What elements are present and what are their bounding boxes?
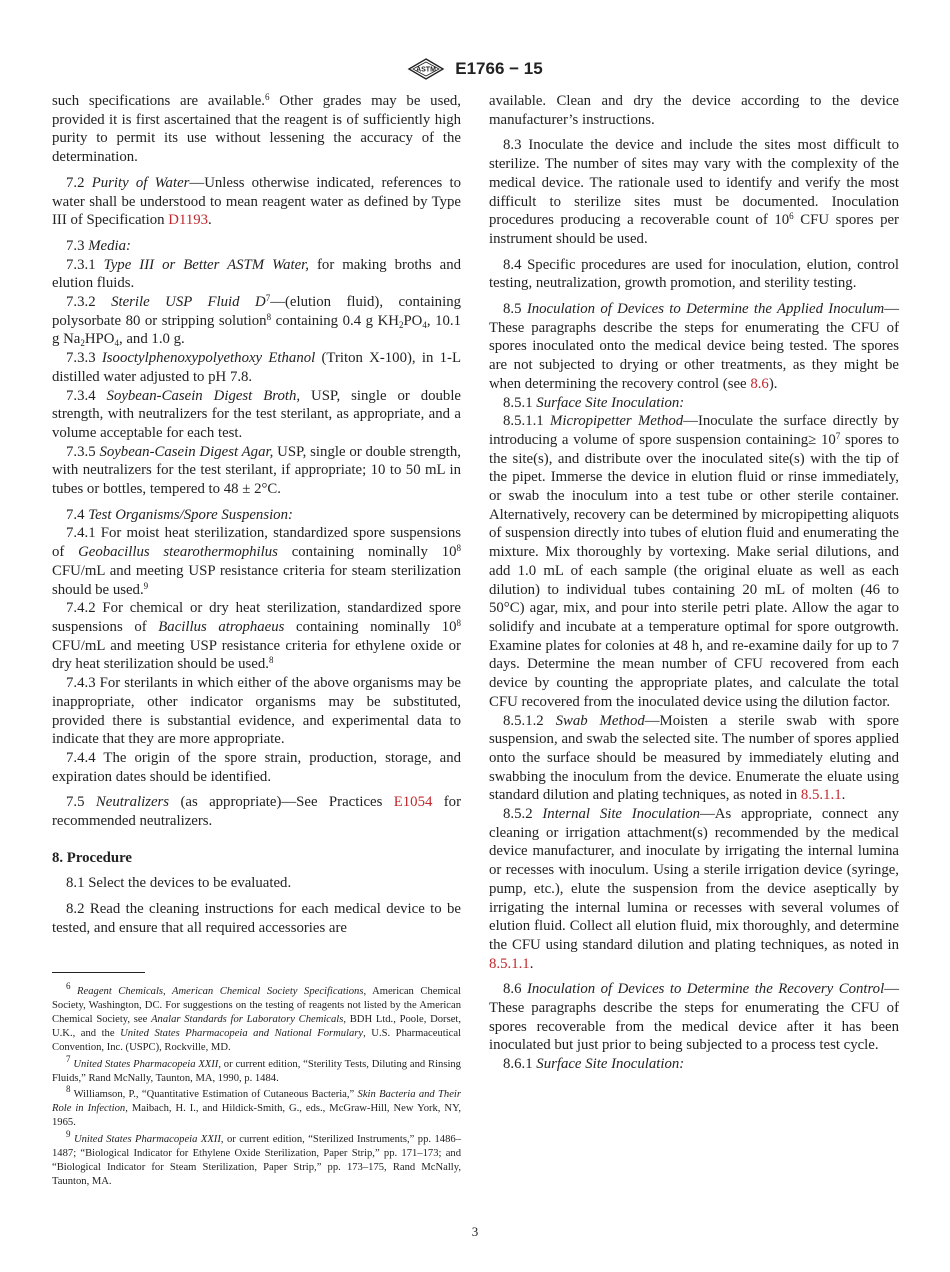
section-8-5-2: 8.5.2 Internal Site Inoculation—As appropriate, connect any cleaning or irrigation attachment(s) recommended by the medical device manufacturer, and inoculate by irrigating the internal lumina or recesses with inoculum. Using a sterile irrigation device (syringe, pump, etc.), elute the suspension from the device aseptically by irrigating the internal lumina or recesses with several volumes of elution fluid. Collect all elution fluid, mix thoroughly, and determine the CFU using standard dilution and plating techniques, as noted in 8.5.1.1. [489, 806, 899, 972]
footnote-divider [52, 972, 145, 973]
document-designation: E1766 − 15 [455, 59, 543, 78]
section-7-4-3: 7.4.3 For sterilants in which either of the above organisms may be inappropriate, other indicator organisms may be substituted, provided there is substantial evidence, and experimental data to indicate that they are more appropriate. [52, 675, 461, 748]
section-7-4-4: 7.4.4 The origin of the spore strain, production, storage, and expiration dates should be identified. [52, 749, 461, 785]
right-column [489, 92, 899, 1074]
section-8-1: 8.1 Select the devices to be evaluated. [66, 875, 292, 892]
section-8-5-1-2: 8.5.1.2 Swab Method—Moisten a sterile swab with spore suspension, and swab the selected site. The number of spores applied onto the surface should be measured by immediately eluting and swabbing the inoculum from the device. Enumerate the eluate using standard dilution and plating techniques, as noted in 8.5.1.1. [489, 712, 899, 804]
section-7-3-2: 7.3.2 Sterile USP Fluid $D^7—(elution$ fluid), containing polysorbate 80 or stripping solution$^8$ containing 0.4 g $KH_2PO_4$, 10.1 g $Na_2HPO_4$, and 1.0 g. [52, 293, 461, 349]
section-8-6: 8.6 Inoculation of Devices to Determine the Recovery Control—These paragraphs describe the steps for enumerating the CFU of spores recoverable from the medical device after it has been inoculated but just prior to being subjected to a process test cycle. [489, 981, 899, 1054]
section-8-5-1: 8.5.1 Surface Site Inoculation: [503, 394, 685, 411]
section-8-4: 8.4 Specific procedures are used for inoculation, elution, control testing, neutralization, growth promotion, and sterility testing. [489, 256, 899, 292]
section-7-2: 7.2 Purity of Water—Unless otherwise indicated, references to water shall be understood to mean reagent water as defined by Type III of Specification D1193. [52, 174, 461, 229]
paragraph-continuation-right: available. Clean and dry the device according to the device manufacturer’s instructions. [489, 93, 899, 128]
link-d1193[interactable]: D1193 [168, 212, 209, 229]
section-7-3-5: 7.3.5 Soybean-Casein Digest Agar, USP, single or double strength, with neutralizers for the test sterilant, if appropriate; 10 to 50 mL in tubes or bottles, tempered to 48 ± 2°C. [52, 443, 462, 498]
page-number: 3 [471, 1224, 479, 1239]
link-e1054[interactable]: E1054 [393, 794, 433, 811]
footnote-7: $^7$ United States Pharmacopeia XXII, or current edition, “Sterility Tests, Diluting and Rinsing Fluids,” Rand McNally, Taunton, MA, 1990, p. 1484. [52, 1053, 461, 1084]
link-8-5-1-1[interactable]: 8.5.1.1 [489, 955, 530, 972]
section-7-3-1: 7.3.1 Type III or Better ASTM Water, for making broths and elution fluids. [52, 256, 461, 292]
paragraph-continuation: such specifications are available.$^6$ Other grades may be used, provided it is first ascertained that the reagent is of sufficiently high purity to permit its use without lessening the accuracy of the determination. [52, 92, 461, 166]
svg-text:ASTM: ASTM [416, 66, 437, 74]
section-8-2: 8.2 Read the cleaning instructions for each medical device to be tested, and ensure that all required accessories are [52, 901, 461, 936]
section-7-3: 7.3 Media: [66, 237, 131, 254]
section-7-4: 7.4 Test Organisms/Spore Suspension: [66, 506, 293, 523]
section-8-5: 8.5 Inoculation of Devices to Determine the Applied Inoculum—These paragraphs describe the steps for enumerating the CFU of spores inoculated onto the medical device being tested. The spores are not subjected to drying or other treatments, as they might be when determining the recovery control (see 8.6). [489, 301, 899, 392]
section-8-5-1-1: 8.5.1.1 Micropipetter Method—Inoculate the surface directly by introducing a volume of spore suspension containing≥ $10^7$ spores to the site(s), and distribute over the inoculated site(s) with the tip of the pipet. Immerse the device in elution fluid or rinse immediately, or swab the inoculum into a test tube or other sterile container. Alternatively, recovery can be determined by micropipetting aliquots of suspension directly into tubes of elution fluid and enumerating the mixture. Mix thoroughly by vortexing. Make serial dilutions, and add 1.0 mL of each sample (the original eluate as well as each dilution) to individual tubes containing 20 mL of molten (46 to 50°C) agar, mix, and pour into sterile petri plate. Allow the agar to solidify and incubate at a temperature optimal for spore outgrowth. Examine plates for colonies at 48 h, and re-examine daily for up to 7 days. Determine the mean number of CFU recovered from each device by counting the appropriate plates, and calculate the total CFU recovered from the inoculated device using the dilution factor. [489, 413, 900, 710]
footnote-8: $^8$ Williamson, P., “Quantitative Estimation of Cutaneous Bacteria,” Skin Bacteria and Their Role in Infection, Maibach, H. I., and Hildick-Smith, G., eds., McGraw-Hill, New York, NY, 1965. [52, 1083, 461, 1129]
footnote-9: $^9$ United States Pharmacopeia XXII, or current edition, “Sterilized Instruments,” pp. 1486–1487; “Biological Indicator for Ethylene Oxide Sterilization, Paper Strip,” pp. 171–173; and “Biological Indicator for Steam Sterilization, Paper Strip,” pp. 173–175, Rand McNally, Taunton, MA. [52, 1128, 461, 1188]
section-heading-procedure: 8. Procedure [52, 849, 132, 866]
section-7-3-3: 7.3.3 Isooctylphenoxypolyethoxy Ethanol (Triton X-100), in 1-L distilled water adjusted to pH 7.8. [52, 350, 462, 385]
link-8-6[interactable]: 8.6 [750, 375, 769, 392]
section-7-5: 7.5 Neutralizers (as appropriate)—See Practices E1054 for recommended neutralizers. [52, 794, 462, 830]
page-header [0, 58, 950, 82]
section-7-3-4: 7.3.4 Soybean-Casein Digest Broth, USP, single or double strength, with neutralizers for the test sterilant, as appropriate, and a volume acceptable for each test. [52, 387, 461, 441]
left-column [52, 92, 461, 1189]
section-7-4-1: 7.4.1 For moist heat sterilization, standardized spore suspensions of Geobacillus stearothermophilus containing nominally $10^8$ CFU/mL and meeting USP resistance criteria for steam sterilization should be used.$^9$ [52, 525, 462, 598]
footnote-6: $^6$ Reagent Chemicals, American Chemical Society Specifications, American Chemical Society, Washington, DC. For suggestions on the testing of reagents not listed by the American Chemical Society, see Analar Standards for Laboratory Chemicals, BDH Ltd., Poole, Dorset, U.K., and the United States Pharmacopeia and National Formulary, U.S. Pharmaceutical Convention, Inc. (USPC), Rockville, MD. [52, 980, 461, 1054]
section-7-4-2: 7.4.2 For chemical or dry heat sterilization, standardized spore suspensions of Bacillus atrophaeus containing nominally $10^8$ CFU/mL and meeting USP resistance criteria for ethylene oxide or dry heat sterilization should be used.$^8$ [52, 600, 462, 673]
link-8-5-1-1[interactable]: 8.5.1.1 [800, 787, 842, 804]
section-8-3: 8.3 Inoculate the device and include the sites most difficult to sterilize. The number of sites may vary with the complexity of the medical device. The rationale used to identify and verify the most difficult to sterilize sites must be documented. Inoculation procedures producing a recoverable count of $10^6$ CFU spores per instrument should be used. [489, 137, 899, 247]
section-8-6-1: 8.6.1 Surface Site Inoculation: [503, 1056, 685, 1073]
astm-logo-icon [407, 58, 445, 80]
